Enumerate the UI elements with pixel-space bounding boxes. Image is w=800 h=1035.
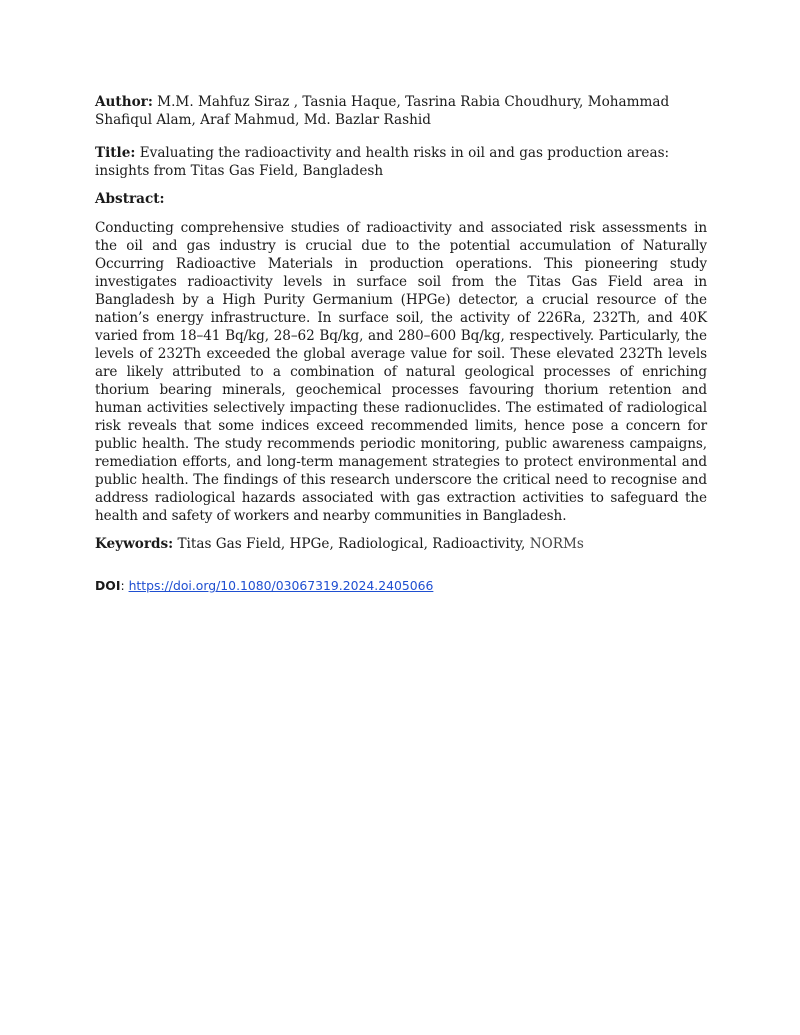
doi-separator: :	[120, 578, 129, 593]
doi-link[interactable]: https://doi.org/10.1080/03067319.2024.2405066	[128, 578, 434, 593]
keywords-line	[95, 535, 707, 553]
title-line	[95, 144, 707, 180]
keywords-label: Keywords:	[95, 536, 174, 552]
author-line	[95, 93, 707, 129]
doi-line	[95, 577, 707, 595]
keywords-last: NORMs	[529, 536, 584, 552]
paper-title: Evaluating the radioactivity and health risks in oil and gas production areas: insights from Titas Gas Field, Bangladesh	[95, 145, 670, 179]
doi-label: DOI	[95, 578, 121, 593]
author-label: Author:	[95, 94, 153, 110]
abstract-heading: Abstract:	[95, 191, 165, 207]
abstract-body: Conducting comprehensive studies of radioactivity and associated risk assessments in the oil and gas industry is crucial due to the potential accumulation of Naturally Occurring Radioactive Materials in production operations. This pioneering study investigates radioactivity levels in surface soil from the Titas Gas Field area in Bangladesh by a High Purity Germanium (HPGe) detector, a crucial resource of the nation’s energy infrastructure. In surface soil, the activity of 226Ra, 232Th, and 40K varied from 18–41 Bq/kg, 28–62 Bq/kg, and 280–600 Bq/kg, respectively. Particularly, the levels of 232Th exceeded the global average value for soil. These elevated 232Th levels are likely attributed to a combination of natural geological processes of enriching thorium bearing minerals, geochemical processes favouring thorium retention and human activities selectively impacting these radionuclides. The estimated of radiological risk reveals that some indices exceed recommended limits, hence pose a concern for public health. The study recommends periodic monitoring, public awareness campaigns, remediation efforts, and long-term management strategies to protect environmental and public health. The findings of this research underscore the critical need to recognise and address radiological hazards associated with gas extraction activities to safeguard the health and safety of workers and nearby communities in Bangladesh.	[95, 220, 707, 524]
title-label: Title:	[95, 145, 136, 161]
keywords-list: Titas Gas Field, HPGe, Radiological, Radioactivity,	[173, 536, 530, 552]
author-names: M.M. Mahfuz Siraz , Tasnia Haque, Tasrina Rabia Choudhury, Mohammad Shafiqul Alam, Araf Mahmud, Md. Bazlar Rashid	[95, 94, 670, 128]
document-page	[95, 93, 707, 595]
